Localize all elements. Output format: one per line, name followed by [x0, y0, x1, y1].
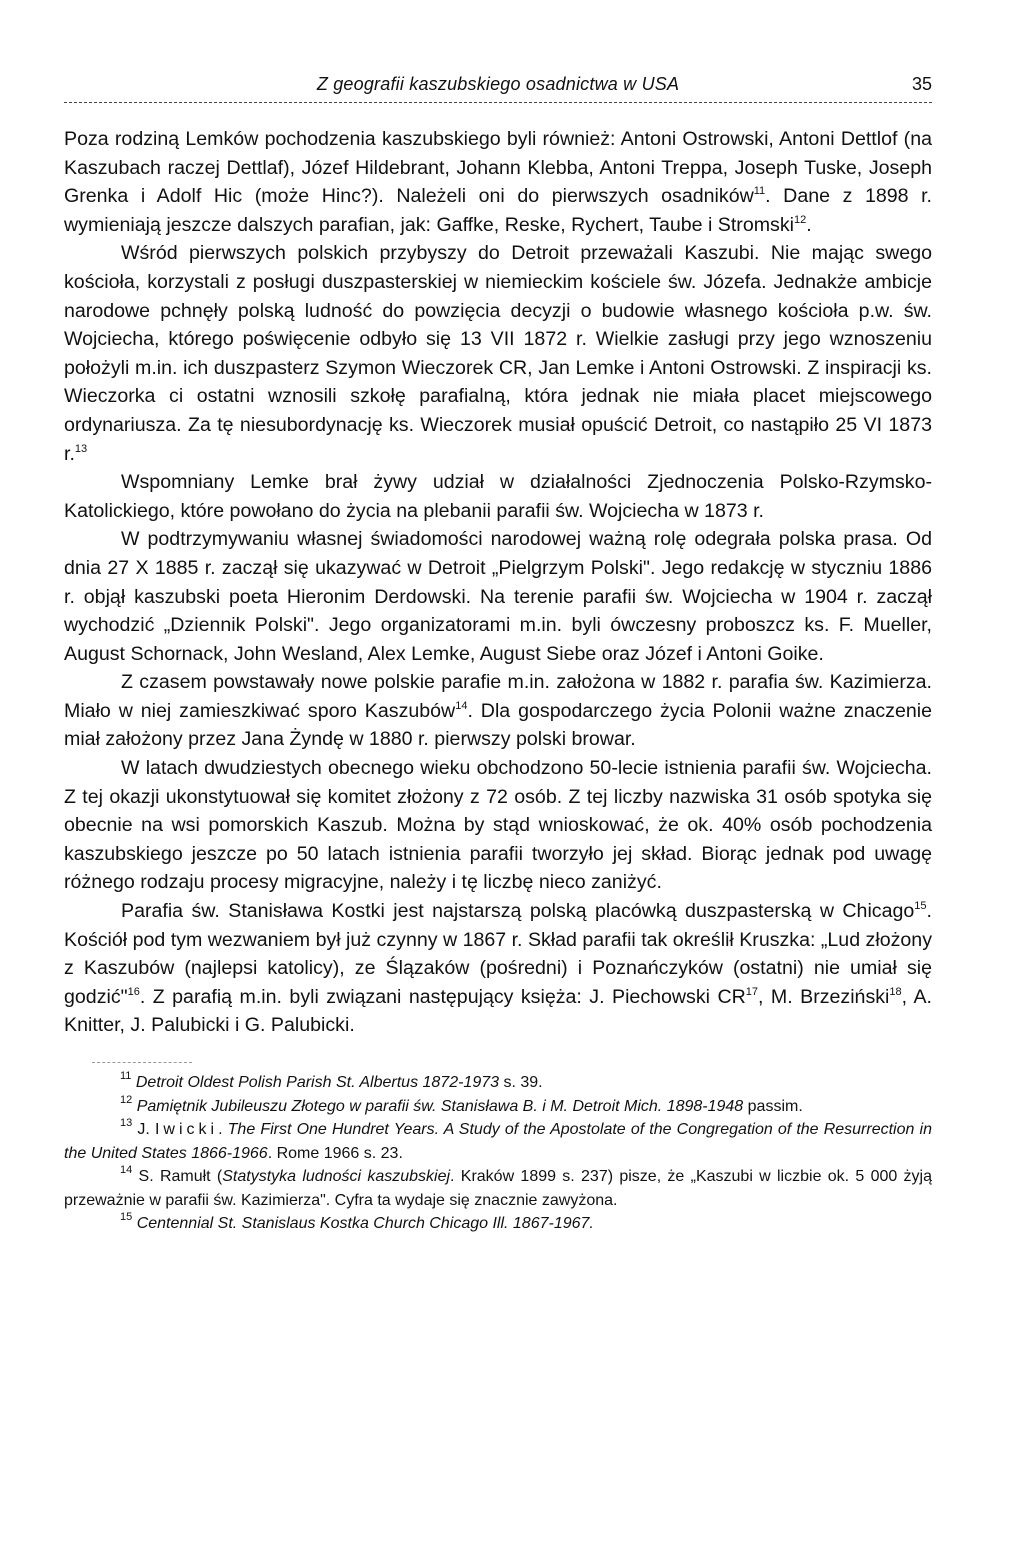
footnote [64, 1212, 932, 1236]
footnote [64, 1165, 932, 1212]
footnote-ref: 12 [794, 213, 807, 226]
page-header [64, 70, 932, 103]
text-run: . Kościół pod tym wezwaniem był już czynny w 1867 r. Skład parafii tak określił Kruszka: „Lud złożony z Kaszubów (najlepsi katolicy), ze Ślązaków (pośredni) i Poznańczyków (ostatni) nie umiał się godzić" [64, 900, 932, 1008]
text-run: Parafia św. Stanisława Kostki jest najstarszą polską placówką duszpasterską w Chicago [121, 900, 915, 923]
main-text [64, 125, 932, 1040]
text-run: . Rome 1966 s. 23. [267, 1144, 403, 1162]
footnote-ref: 14 [120, 1164, 133, 1176]
italic-text: Centennial St. Stanislaus Kostka Church Chicago Ill. 1867-1967. [136, 1215, 594, 1232]
text-run: . Dla gospodarczego życia Polonii ważne znaczenie miał założony przez Jana Żyndę w 1880 r. pierwszy polski browar. [64, 699, 932, 751]
text-run: , A. Knitter, J. Palubicki i G. Palubicki. [64, 985, 932, 1037]
paragraph [64, 897, 932, 1040]
text-run: Wspomniany Lemke brał żywy udział w działalności Zjednoczenia Polsko-Rzymsko-Katolickiego, które powołano do życia na plebanii parafii św. Wojciecha w 1873 r. [64, 471, 932, 522]
footnote [64, 1071, 932, 1095]
footnote-ref: 11 [753, 185, 766, 198]
text-run: W latach dwudziestych obecnego wieku obchodzono 50-lecie istnienia parafii św. Wojciecha. Z tej okazji ukonstytuował się komitet złożony z 72 osób. Z tej liczby nazwiska 31 osób spotyka się obecnie na wsi pomorskich Kaszub. Można by stąd wnioskować, że ok. 40% osób pochodzenia kaszubskiego jeszcze po 50 latach istnienia parafii tworzyło jej skład. Biorąc jednak pod uwagę różnego rodzaju procesy migracyjne, należy i tę liczbę nieco zaniżyć. [64, 757, 932, 894]
text-run: Poza rodziną Lemków pochodzenia kaszubskiego byli również: Antoni Ostrowski, Antoni Dettlof (na Kaszubach raczej Dettlaf), Józef Hildebrant, Johann Klebba, Antoni Treppa, Joseph Tuske, Joseph Grenka i Adolf Hic (może Hinc?). Należeli oni do pierwszych osadników [64, 128, 932, 208]
running-title: Z geografii kaszubskiego osadnictwa w USA [316, 74, 680, 94]
text-run: S. Ramułt ( [132, 1168, 223, 1185]
footnote [64, 1095, 932, 1119]
footnote-ref: 11 [120, 1070, 132, 1082]
footnote-ref: 18 [889, 985, 902, 998]
text-run: . Z parafią m.in. byli związani następujący księża: J. Piechowski CR [139, 985, 746, 1008]
text-run: passim. [743, 1097, 803, 1115]
footnote-ref: 15 [120, 1211, 133, 1223]
text-run: . Kraków 1899 s. 237) pisze, że „Kaszubi w liczbie ok. 5 000 żyją przeważnie w parafii św. Kazimierza". Cyfra ta wydaje się znacznie zawyżona. [64, 1168, 933, 1209]
footnote-ref: 15 [914, 900, 927, 913]
text-run: . Dane z 1898 r. wymieniają jeszcze dalszych parafian, jak: Gaffke, Reske, Rychert, Taube i Stromski [64, 185, 932, 236]
text-run: J. [132, 1121, 155, 1138]
paragraph [64, 668, 932, 754]
footnote-ref: 16 [127, 985, 140, 998]
paragraph [64, 468, 932, 525]
text-run: Wśród pierwszych polskich przybyszy do Detroit przeważali Kaszubi. Nie mając swego kościoła, korzystali z posługi duszpasterskiej w niemieckim kościele św. Józefa. Jednakże ambicje narodowe pchnęły polską ludność do powzięcia decyzji o budowie własnego kościoła p.w. św. Wojciecha, którego poświęcenie odbyło się 13 VII 1872 r. Wielkie zasługi przy jego wznoszeniu położyli m.in. ich duszpasterz Szymon Wieczorek CR, Jan Lemke i Antoni Ostrowski. Z inspiracji ks. Wieczorka ci ostatni wznosili szkołę parafialną, która jednak nie miała placet miejscowego ordynariusza. Za tę niesubordynację ks. Wieczorek musiał opuścić Detroit, co nastąpiło 25 VI 1873 r. [64, 242, 932, 465]
page-number: 35 [911, 74, 932, 94]
document-page [64, 70, 932, 1236]
text-run: . [806, 213, 812, 236]
italic-text: Statystyka ludności kaszubskiej [222, 1168, 451, 1185]
footnotes [64, 1071, 932, 1236]
italic-text: Detroit Oldest Polish Parish St. Albertus 1872-1973 [135, 1074, 500, 1091]
footnote-ref: 17 [745, 985, 759, 998]
footnote-ref: 12 [120, 1093, 133, 1106]
paragraph [64, 754, 932, 897]
italic-text: The First One Hundret Years. A Study of the Apostolate of the Congregation of the Resurrection in the United States 1866-1966 [64, 1121, 932, 1162]
paragraph [64, 525, 932, 668]
text-run: . [218, 1121, 228, 1138]
footnote-ref: 13 [120, 1117, 133, 1129]
italic-text: Pamiętnik Jubileuszu Złotego w parafii św. Stanisława B. i M. Detroit Mich. 1898-1948 [136, 1097, 744, 1115]
text-run: s. 39. [499, 1074, 543, 1091]
text-run: W podtrzymywaniu własnej świadomości narodowej ważną rolę odegrała polska prasa. Od dnia 27 X 1885 r. zaczął się ukazywać w Detroit „Pielgrzym Polski". Jego redakcję w styczniu 1886 r. objął kaszubski poeta Hieronim Derdowski. Na terenie parafii św. Wojciecha w 1904 r. zaczął wychodzić „Dziennik Polski". Jego organizatorami m.in. byli ówczesny proboszcz ks. F. Mueller, August Schornack, John Wesland, Alex Lemke, August Siebe oraz Józef i Antoni Goike. [64, 528, 932, 665]
text-run: Z czasem powstawały nowe polskie parafie m.in. założona w 1882 r. parafia św. Kazimierza. Miało w niej zamieszkiwać sporo Kaszubów [64, 671, 932, 722]
spaced-author-name: Iwicki [154, 1121, 219, 1138]
text-run: , M. Brzeziński [758, 985, 890, 1008]
footnote [64, 1118, 932, 1165]
paragraph [64, 125, 932, 239]
footnote-ref: 13 [74, 442, 88, 455]
footnote-ref: 14 [455, 699, 468, 712]
paragraph [64, 239, 932, 468]
footnote-separator [92, 1062, 192, 1063]
